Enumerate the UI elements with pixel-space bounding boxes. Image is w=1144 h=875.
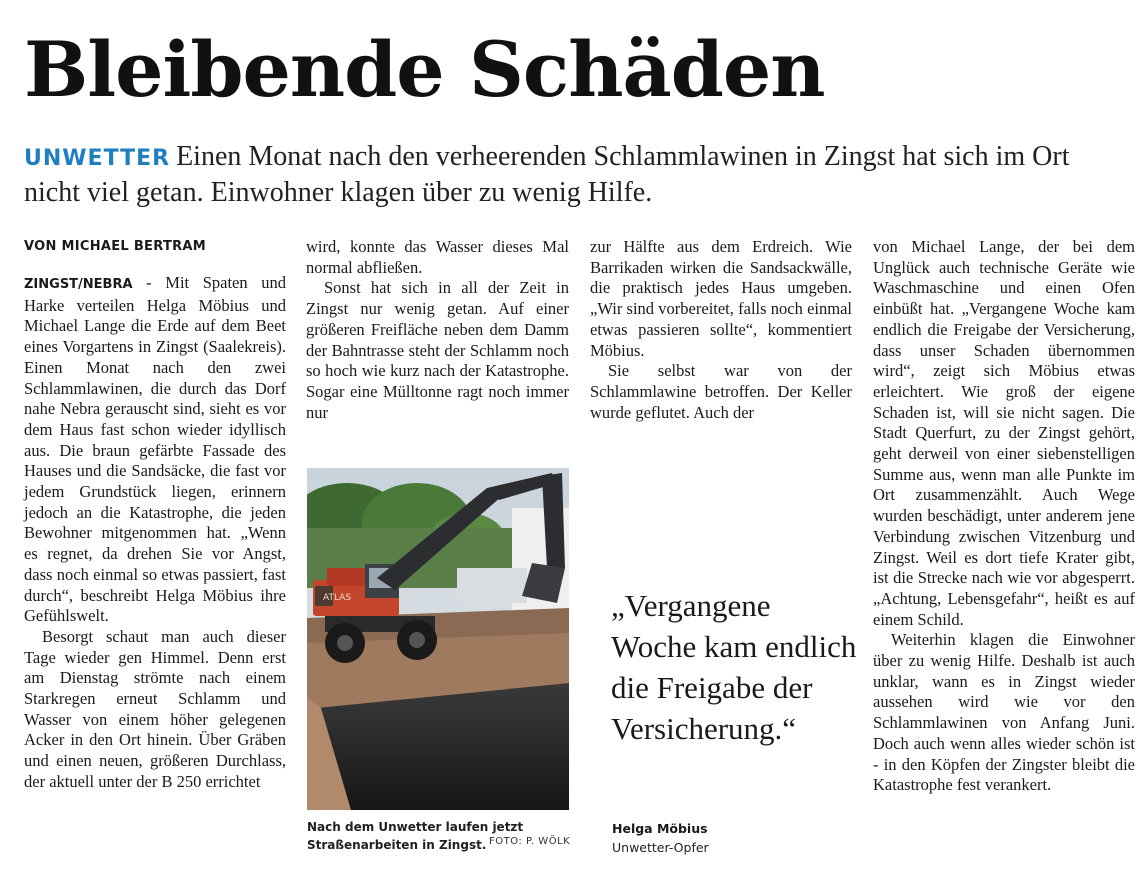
article-column-3 [590,237,852,423]
quote-role: Unwetter-Opfer [612,840,709,855]
paragraph-3-continued: zur Hälfte aus dem Erdreich. Wie Barrikaden wirken die Sandsackwälle, die praktisch jedes Haus umgeben. „Wir sind vorbereitet, falls noch einmal etwas passieren sollte“, kommentiert Möbius. [590,237,852,360]
photo-caption: Nach dem Unwetter laufen jetzt Straßenarbeiten in Zingst. [307,820,524,852]
article-photo [307,468,569,810]
paragraph-1 [24,273,286,627]
photo-credit: FOTO: P. WÖLK [489,836,571,847]
quote-author: Helga Möbius [612,821,708,836]
headline: Bleibende Schäden [24,25,825,114]
article-column-4 [873,237,1135,796]
paragraph-1-text: - Mit Spaten und Harke verteilen Helga Möbius und Michael Lange die Erde auf dem Beet eines Vorgartens in Zingst (Saalekreis). Einen Monat nach den zwei Schlammlawinen, die durch das Dorf nahe Nebra gerauscht sind, sieht es vor dem Haus fast schon wieder idyllisch aus. Die braun gefärbte Fassade des Hauses und die Sandsäcke, die fast vor jedem Grundstück liegen, erinnern jedoch an die Katastrophe, die jeden Bewohner mitgenommen hat. „Wenn es regnet, da drehen Sie vor Angst, dass noch einmal so etwas passiert, fast durch“, beschreibt Helga Möbius ihre Gefühlswelt. [24,273,286,626]
excavator-label: ATLAS [323,593,352,603]
byline: VON MICHAEL BERTRAM [24,239,207,254]
subhead-text: Einen Monat nach den verheerenden Schlammlawinen in Zingst hat sich im Ort nicht viel getan. Einwohner klagen über zu wenig Hilfe. [24,141,1070,208]
subhead [24,140,1124,210]
paragraph-4: Sie selbst war von der Schlammlawine betroffen. Der Keller wurde geflutet. Auch der [590,361,852,422]
rubric-label: UNWETTER [24,146,171,171]
dateline: ZINGST/NEBRA [24,277,133,292]
article-column-1 [24,237,286,793]
paragraph-2: Besorgt schaut man auch dieser Tage wieder gen Himmel. Denn erst am Dienstag strömte nach einem Starkregen erneut Schlamm und Wasser von einem höher gelegenen Acker in den Ort hinein. Über Gräben und einen neuen, größeren Durchlass, der aktuell unter der B 250 errichtet [24,626,286,791]
pull-quote: „Vergangene Woche kam endlich die Freigabe der Versicherung.“ [611,588,857,746]
article-column-2 [306,237,569,423]
paragraph-3: Sonst hat sich in all der Zeit in Zingst nur wenig getan. Auf einer größeren Freifläche neben dem Damm der Bahntrasse steht der Schlamm noch so hoch wie kurz nach der Katastrophe. Sogar eine Mülltonne ragt noch immer nur [306,278,569,422]
paragraph-4-continued: von Michael Lange, der bei dem Unglück auch technische Geräte wie Waschmaschine und einen Ofen einbüßt hat. „Vergangene Woche kam endlich die Freigabe der Versicherung, dass unser Schaden übernommen wird“, zeigt sich Möbius etwas erleichtert. Wie groß der eigene Schaden ist, will sie nicht sagen. Die Stadt Querfurt, zu der Zingst gehört, geht derweil von einer siebenstelligen Summe aus, wenn man alle Punkte im Ort zusammenzählt. Auch Wege wurden beschädigt, unter anderem jene Verbindung zwischen Vitzenburg und Zingst. Weil es dort tiefe Krater gibt, ist die Strecke nach wie vor abgesperrt. „Achtung, Lebensgefahr“, heißt es auf einem Schild. [873,237,1135,629]
paragraph-5: Weiterhin klagen die Einwohner über zu wenig Hilfe. Deshalb ist auch unklar, wann es in Zingst wieder aussehen wird wie vor den Schlammlawinen von Anfang Juni. Doch auch wenn alles wieder schön ist - in den Köpfen der Zingster bleibt die Katastrophe fest verankert. [873,630,1135,795]
excavator-photo-illustration [307,468,569,810]
paragraph-2-continued: wird, konnte das Wasser dieses Mal normal abfließen. [306,237,569,277]
